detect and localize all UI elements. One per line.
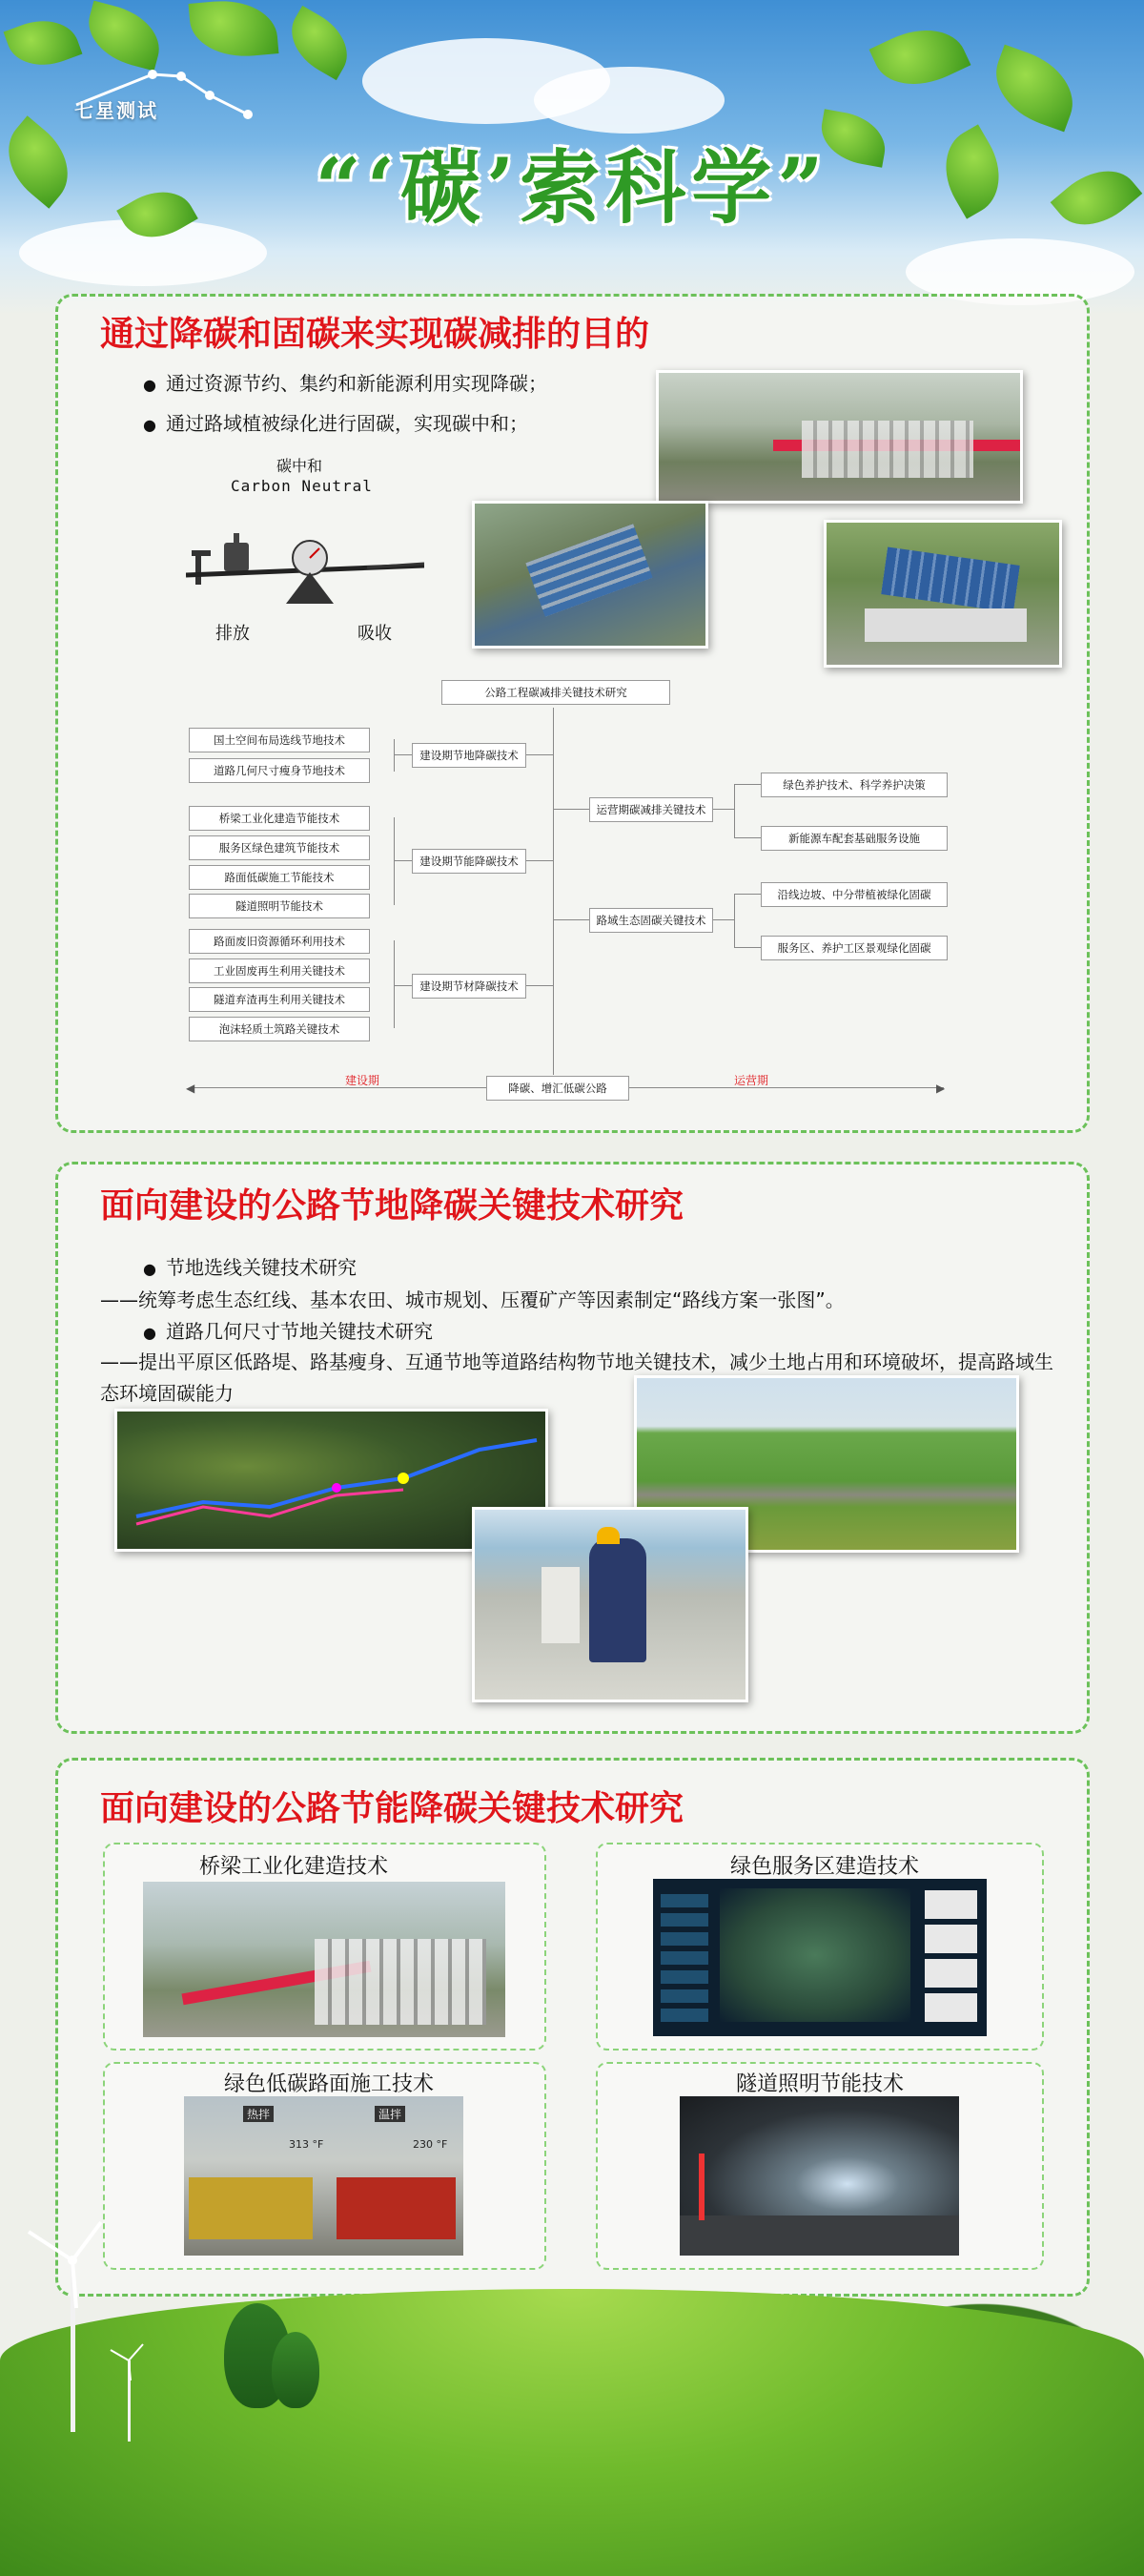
paving-photo — [184, 2096, 463, 2256]
warm-mix-label: 温拌 — [375, 2106, 405, 2122]
section-title: 面向建设的公路节能降碳关键技术研究 — [100, 1788, 684, 1828]
flowchart-leaf-left: 隧道照明节能技术 — [189, 894, 370, 918]
precast-yard-photo — [472, 501, 708, 649]
flowchart-leaf-left: 路面低碳施工节能技术 — [189, 865, 370, 890]
service-area-dashboard-image — [653, 1879, 987, 2036]
balance-scale-icon — [186, 529, 424, 620]
card-caption: 隧道照明节能技术 — [735, 2072, 904, 2096]
flowchart-leaf-left: 泡沫轻质土筑路关键技术 — [189, 1017, 370, 1041]
tunnel-lighting-photo — [680, 2096, 959, 2256]
wind-turbine-icon — [0, 2203, 114, 2432]
bridge-industrial-photo — [143, 1882, 505, 2037]
flowchart-leaf-left: 道路几何尺寸瘦身节地技术 — [189, 758, 370, 783]
section-title: 通过降碳和固碳来实现碳减排的目的 — [100, 314, 650, 354]
item-heading: ● 道路几何尺寸节地关键技术研究 — [143, 1316, 433, 1344]
warm-mix-temp: 230 °F — [413, 2138, 448, 2151]
bullet-item: ● 通过路域植被绿化进行固碳，实现碳中和； — [143, 408, 528, 436]
item-description: ——统筹考虑生态红线、基本农田、城市规划、压覆矿产等因素制定“路线方案一张图”。 — [100, 1288, 845, 1311]
flowchart-leaf-left: 国土空间布局选线节地技术 — [189, 728, 370, 752]
bullet-item: ● 通过资源节约、集约和新能源利用实现降碳； — [143, 368, 547, 396]
flowchart-mid-left: 建设期节能降碳技术 — [412, 849, 526, 874]
green-earth-ground — [0, 2289, 1144, 2576]
flowchart-leaf-left: 工业固废再生利用关键技术 — [189, 958, 370, 983]
phase-construction-label: 建设期 — [345, 1074, 380, 1087]
brand-name: 七星测试 — [74, 99, 158, 122]
card-caption: 桥梁工业化建造技术 — [198, 1855, 388, 1879]
flowchart-mid-left: 建设期节材降碳技术 — [412, 974, 526, 999]
hot-mix-label: 热拌 — [243, 2106, 274, 2122]
flowchart-leaf-left: 服务区绿色建筑节能技术 — [189, 835, 370, 860]
page-title: “‘碳’索科学” — [315, 140, 829, 235]
phase-operation-label: 运营期 — [734, 1074, 769, 1087]
hot-mix-temp: 313 °F — [289, 2138, 324, 2151]
card-caption: 绿色低碳路面施工技术 — [223, 2072, 434, 2096]
emission-label: 排放 — [215, 624, 250, 644]
flowchart-leaf-left: 隧道弃渣再生利用关键技术 — [189, 987, 370, 1012]
flowchart-leaf-right: 绿色养护技术、科学养护决策 — [761, 773, 948, 797]
carbon-neutral-label: 碳中和 — [276, 457, 323, 475]
flowchart-leaf-right: 沿线边坡、中分带植被绿化固碳 — [761, 882, 948, 907]
item-heading: ● 节地选线关键技术研究 — [143, 1252, 357, 1280]
flowchart-leaf-right: 服务区、养护工区景观绿化固碳 — [761, 936, 948, 960]
flowchart-mid-left: 建设期节地降碳技术 — [412, 743, 526, 768]
section-title: 面向建设的公路节地降碳关键技术研究 — [100, 1185, 684, 1226]
item-description: ——提出平原区低路堤、路基瘦身、互通节地等道路结构物节地关键技术，减少土地占用和环境破坏，提高路域生态环境固碳能力 — [100, 1350, 1053, 1405]
wind-turbine-icon — [105, 2337, 153, 2442]
card-caption: 绿色服务区建造技术 — [729, 1855, 919, 1879]
bridge-workers-photo — [472, 1507, 748, 1702]
flowchart-mid-right: 运营期碳减排关键技术 — [589, 797, 713, 822]
flowchart-bottom: 降碳、增汇低碳公路 — [486, 1076, 629, 1101]
absorption-label: 吸收 — [358, 624, 392, 644]
carbon-neutral-label-en: Carbon Neutral — [231, 477, 373, 495]
flowchart-leaf-left: 路面废旧资源循环利用技术 — [189, 929, 370, 954]
flowchart-leaf-left: 桥梁工业化建造节能技术 — [189, 806, 370, 831]
bridge-construction-photo — [656, 370, 1023, 504]
flowchart-leaf-right: 新能源车配套基础服务设施 — [761, 826, 948, 851]
tree — [272, 2332, 319, 2408]
flowchart-root: 公路工程碳减排关键技术研究 — [441, 680, 670, 705]
flowchart-mid-right: 路域生态固碳关键技术 — [589, 908, 713, 933]
solar-building-photo — [824, 520, 1062, 668]
